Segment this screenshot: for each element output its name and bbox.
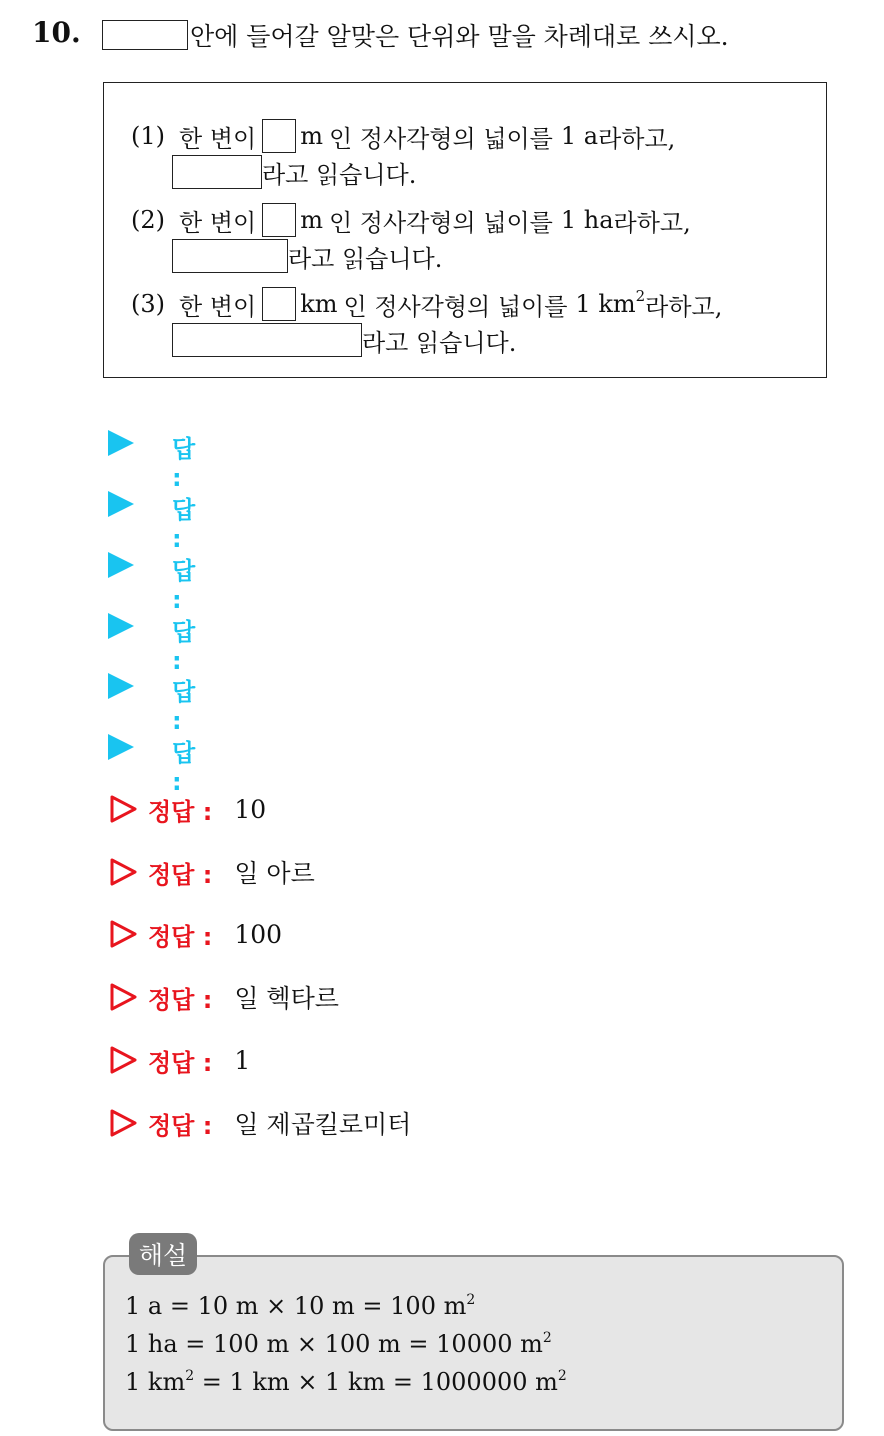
solution-row xyxy=(108,1042,250,1078)
item-tail: 라하고, xyxy=(598,124,676,153)
answer-row[interactable] xyxy=(108,425,196,492)
explanation-superscript: 2 xyxy=(557,1368,567,1384)
question-text-row xyxy=(102,17,729,53)
answer-label: 답 : xyxy=(172,435,196,492)
problem-item-2-read xyxy=(172,238,442,274)
explanation-line-2 xyxy=(125,1330,552,1358)
problem-item-1 xyxy=(131,118,675,154)
outline-triangle-right-icon xyxy=(108,982,138,1012)
outline-triangle-right-icon xyxy=(108,1108,138,1138)
problem-item-3 xyxy=(131,286,722,322)
long-blank-box xyxy=(172,239,288,273)
item-quantity: 1 ha xyxy=(560,206,614,234)
solution-row xyxy=(108,979,339,1015)
small-blank-box xyxy=(262,203,296,237)
solution-value: 1 xyxy=(234,1045,251,1075)
filled-triangle-right-icon xyxy=(108,613,134,639)
answer-label: 답 : xyxy=(172,739,196,796)
item-number: (1) xyxy=(131,122,165,150)
item-quantity: 1 km xyxy=(575,290,636,318)
solution-value: 일 헥타르 xyxy=(234,984,339,1013)
question-blank-box xyxy=(102,20,188,50)
outline-triangle-right-icon xyxy=(108,857,138,887)
explanation-text: = 1 km × 1 km = 1000000 m xyxy=(194,1368,558,1396)
explanation-line-1 xyxy=(125,1292,475,1320)
solution-label: 정답 : xyxy=(148,985,213,1014)
outline-triangle-right-icon xyxy=(108,794,138,824)
item-read-suffix: 라고 읽습니다. xyxy=(262,160,417,189)
item-text-after: 인 정사각형의 넓이를 xyxy=(343,292,568,321)
item-unit: m xyxy=(300,122,323,150)
solution-row xyxy=(108,916,282,952)
filled-triangle-right-icon xyxy=(108,491,134,517)
item-quantity: 1 a xyxy=(560,122,599,150)
solution-label: 정답 : xyxy=(148,922,213,951)
explanation-tag: 해설 xyxy=(129,1233,197,1275)
item-text-after: 인 정사각형의 넓이를 xyxy=(328,124,553,153)
answer-row[interactable] xyxy=(108,668,196,735)
item-read-suffix: 라고 읽습니다. xyxy=(288,244,443,273)
problem-item-3-read xyxy=(172,322,516,358)
solution-value: 일 제곱킬로미터 xyxy=(234,1110,412,1139)
long-blank-box xyxy=(172,323,362,357)
filled-triangle-right-icon xyxy=(108,552,134,578)
explanation-text: 1 km xyxy=(125,1368,186,1396)
solution-row xyxy=(108,1105,411,1141)
item-unit: m xyxy=(300,206,323,234)
explanation-superscript: 2 xyxy=(466,1292,476,1308)
question-text: 안에 들어갈 알맞은 단위와 말을 차례대로 쓰시오. xyxy=(190,22,729,51)
answer-label: 답 : xyxy=(172,557,196,614)
answer-row[interactable] xyxy=(108,729,196,796)
item-text-before: 한 변이 xyxy=(179,124,257,153)
solution-value: 10 xyxy=(234,794,267,824)
outline-triangle-right-icon xyxy=(108,919,138,949)
item-text-after: 인 정사각형의 넓이를 xyxy=(328,208,553,237)
answer-row[interactable] xyxy=(108,608,196,675)
problem-item-2 xyxy=(131,202,691,238)
explanation-superscript: 2 xyxy=(542,1330,552,1346)
solution-row xyxy=(108,854,315,890)
answer-row[interactable] xyxy=(108,547,196,614)
item-tail: 라하고, xyxy=(645,292,723,321)
item-read-suffix: 라고 읽습니다. xyxy=(362,328,517,357)
solution-value: 일 아르 xyxy=(234,859,315,888)
answer-label: 답 : xyxy=(172,618,196,675)
question-number: 10. xyxy=(32,16,81,49)
solution-label: 정답 : xyxy=(148,860,213,889)
solution-label: 정답 : xyxy=(148,797,213,826)
solution-row xyxy=(108,791,266,827)
explanation-line-3 xyxy=(125,1368,567,1396)
item-tail: 라하고, xyxy=(613,208,691,237)
item-text-before: 한 변이 xyxy=(179,292,257,321)
small-blank-box xyxy=(262,119,296,153)
solution-label: 정답 : xyxy=(148,1111,213,1140)
answer-label: 답 : xyxy=(172,496,196,553)
small-blank-box xyxy=(262,287,296,321)
answer-label: 답 : xyxy=(172,678,196,735)
outline-triangle-right-icon xyxy=(108,1045,138,1075)
item-unit: km xyxy=(300,290,338,318)
solution-label: 정답 : xyxy=(148,1048,213,1077)
item-number: (3) xyxy=(131,290,165,318)
explanation-text: 1 a = 10 m × 10 m = 100 m xyxy=(125,1292,467,1320)
explanation-text: 1 ha = 100 m × 100 m = 10000 m xyxy=(125,1330,543,1358)
item-quantity-superscript: 2 xyxy=(635,287,646,305)
filled-triangle-right-icon xyxy=(108,430,134,456)
filled-triangle-right-icon xyxy=(108,734,134,760)
filled-triangle-right-icon xyxy=(108,673,134,699)
item-text-before: 한 변이 xyxy=(179,208,257,237)
explanation-superscript: 2 xyxy=(185,1368,195,1384)
item-number: (2) xyxy=(131,206,165,234)
answer-row[interactable] xyxy=(108,486,196,553)
solution-value: 100 xyxy=(234,919,283,949)
problem-item-1-read xyxy=(172,154,416,190)
long-blank-box xyxy=(172,155,262,189)
